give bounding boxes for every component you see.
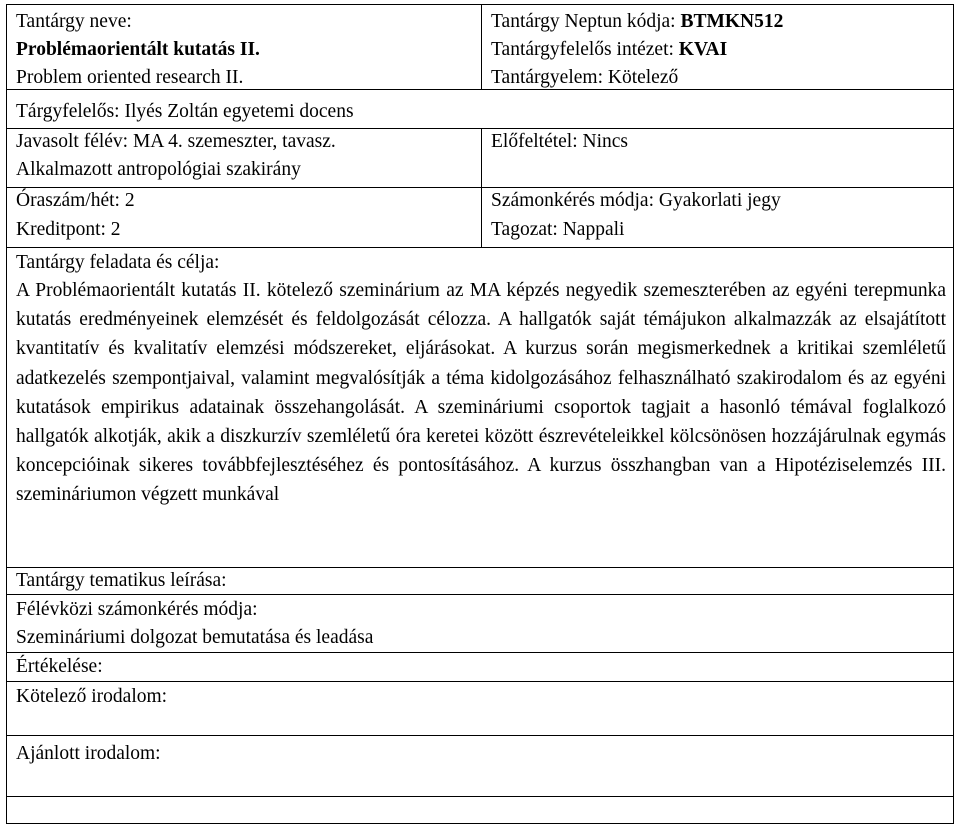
- assessment-type: Számonkérés módja: Gyakorlati jegy: [491, 190, 781, 211]
- neptun-code: [491, 8, 783, 35]
- description-heading: Tantárgy feladata és célja:: [16, 252, 220, 273]
- rule-recommended-lit: [6, 735, 954, 736]
- rule-midterm: [6, 594, 954, 595]
- neptun-code-label: Tantárgy Neptun kódja:: [491, 11, 681, 32]
- recommended-literature-heading: Ajánlott irodalom:: [16, 743, 161, 764]
- subject-name-hu: Problémaorientált kutatás II.: [16, 39, 260, 60]
- subject-label: Tantárgy neve:: [16, 11, 132, 32]
- semester: Javasolt félév: MA 4. szemeszter, tavasz.: [16, 131, 336, 152]
- responsible: Tárgyfelelős: Ilyés Zoltán egyetemi docens: [16, 101, 354, 122]
- rule-bottom: [6, 796, 954, 797]
- institute-label: Tantárgyfelelős intézet:: [491, 39, 679, 60]
- hours: Óraszám/hét: 2: [16, 190, 135, 211]
- prerequisite: Előfeltétel: Nincs: [491, 131, 628, 152]
- required-literature-heading: Kötelező irodalom:: [16, 686, 168, 707]
- course-datasheet: [6, 4, 954, 824]
- evaluation-heading: Értékelése:: [16, 656, 103, 677]
- subject-name-en: Problem oriented research II.: [16, 67, 244, 88]
- credits: Kreditpont: 2: [16, 219, 121, 240]
- rule-required-lit: [6, 681, 954, 682]
- subject-element: Tantárgyelem: Kötelező: [491, 67, 679, 88]
- neptun-code-value: BTMKN512: [680, 11, 784, 32]
- program: Alkalmazott antropológiai szakirány: [16, 159, 301, 180]
- header-divider: [481, 4, 482, 89]
- description-body: A Problémaorientált kutatás II. kötelező szeminárium az MA képzés negyedik szemeszterében az egyéni terepmunka kutatás eredményeinek elemzését és feldolgozását célozza. A hallgatók saját témájukon alkalmazzák az elsajátított kvantitatív és kvalitatív elemzési módszereket, eljárásokat. A kurzus során megismerkednek a kritikai szemléletű adatkezelés szempontjaival, valamint megvalósítják a téma kidolgozásához felhasználható szakirodalom és az egyéni kutatások empirikus adatainak összehangolását. A szemináriumi csoportok tagjait a hasonló témával foglalkozó hallgatók alkotják, akik a diszkurzív szemléletű óra keretei között észrevételeikkel kölcsönösen hozzájárulnak egymás koncepcióinak sikeres továbbfejlesztéséhez és pontosításához. A kurzus összhangban van a Hipotéziselemzés III. szemináriumon végzett munkával: [16, 280, 946, 506]
- midterm-value: Szemináriumi dolgozat bemutatása és leadása: [16, 627, 374, 648]
- rule-evaluation: [6, 652, 954, 653]
- study-mode: Tagozat: Nappali: [491, 219, 625, 240]
- header-rule-4: [6, 247, 954, 248]
- responsible-institute: [491, 36, 727, 63]
- thematic-heading: Tantárgy tematikus leírása:: [16, 570, 227, 591]
- header-rule-3: [6, 187, 954, 188]
- midterm-label: Félévközi számonkérés módja:: [16, 599, 258, 620]
- institute-value: KVAI: [678, 39, 728, 60]
